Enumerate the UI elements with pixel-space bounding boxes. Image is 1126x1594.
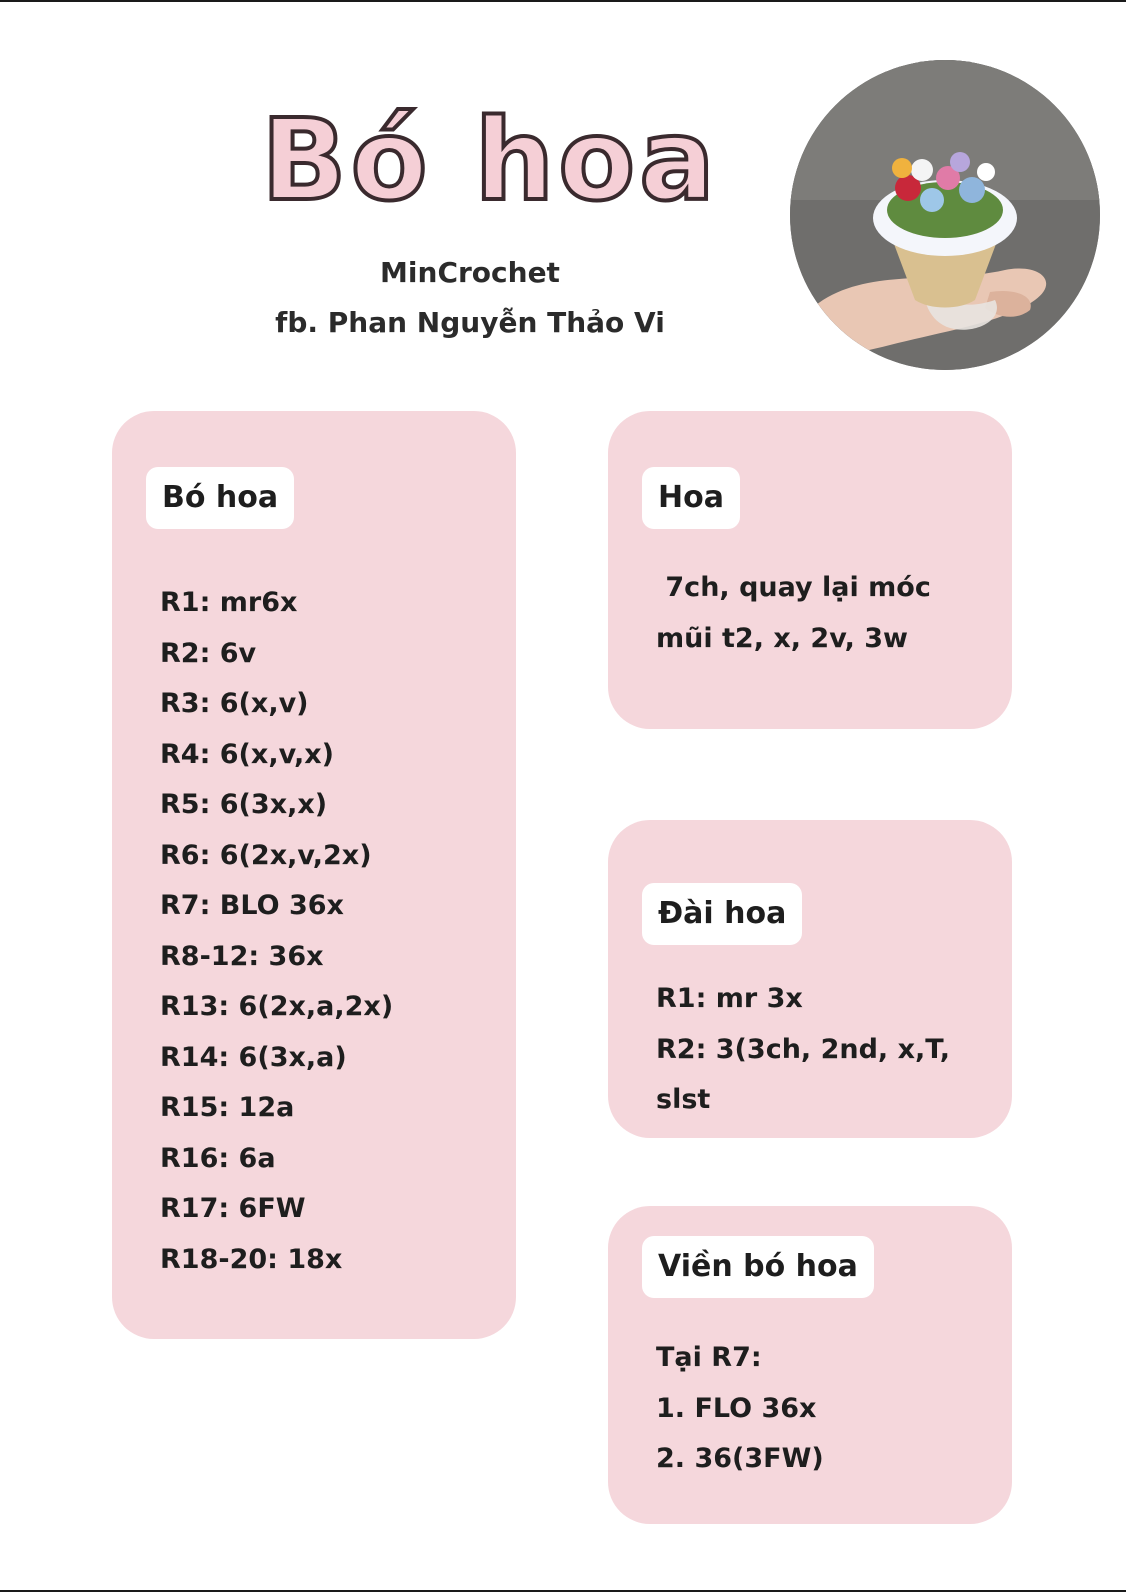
card-heading: Viền bó hoa — [642, 1236, 874, 1298]
list-item: R13: 6(2x,a,2x) — [160, 991, 394, 1022]
list-item: 1. FLO 36x — [656, 1392, 817, 1424]
card-dai-hoa — [608, 820, 1012, 1138]
card-heading: Hoa — [642, 467, 740, 529]
list-item: R6: 6(2x,v,2x) — [160, 839, 372, 871]
top-border — [0, 0, 1126, 2]
pattern-rows — [160, 578, 393, 1285]
list-item: R14: 6(3x,a) — [160, 1041, 347, 1073]
pattern-rows — [656, 1333, 824, 1485]
list-item: 2. 36(3FW) — [656, 1443, 824, 1474]
list-item: R2: 3(3ch, 2nd, x,T, — [656, 1033, 951, 1065]
list-item: R4: 6(x,v,x) — [160, 738, 334, 770]
list-item: R5: 6(3x,x) — [160, 789, 328, 820]
list-item: slst — [656, 1084, 711, 1115]
list-item: 7ch, quay lại móc — [656, 572, 931, 603]
card-hoa — [608, 411, 1012, 729]
pattern-rows — [656, 974, 950, 1126]
flower-bouquet-icon — [790, 60, 1100, 370]
author-name: MinCrochet — [380, 256, 560, 289]
list-item: R7: BLO 36x — [160, 890, 344, 921]
list-item: R2: 6v — [160, 637, 257, 669]
list-item: R1: mr 3x — [656, 983, 803, 1014]
list-item: R3: 6(x,v) — [160, 688, 309, 719]
list-item: R18-20: 18x — [160, 1243, 343, 1275]
list-item: R8-12: 36x — [160, 940, 324, 972]
list-item: R15: 12a — [160, 1092, 295, 1123]
list-item: R16: 6a — [160, 1142, 276, 1174]
list-item: R1: mr6x — [160, 587, 298, 618]
card-heading: Đài hoa — [642, 883, 802, 945]
list-item: Tại R7: — [656, 1342, 762, 1373]
pattern-rows — [656, 563, 931, 664]
list-item: mũi t2, x, 2v, 3w — [656, 622, 909, 654]
card-vien-bo-hoa — [608, 1206, 1012, 1524]
card-bo-hoa — [112, 411, 516, 1339]
bottom-border — [0, 1590, 1126, 1592]
list-item: R17: 6FW — [160, 1193, 306, 1224]
bouquet-photo — [790, 60, 1100, 370]
card-heading: Bó hoa — [146, 467, 294, 529]
facebook-credit: fb. Phan Nguyễn Thảo Vi — [275, 306, 665, 339]
page-title: Bó hoa — [261, 96, 719, 226]
